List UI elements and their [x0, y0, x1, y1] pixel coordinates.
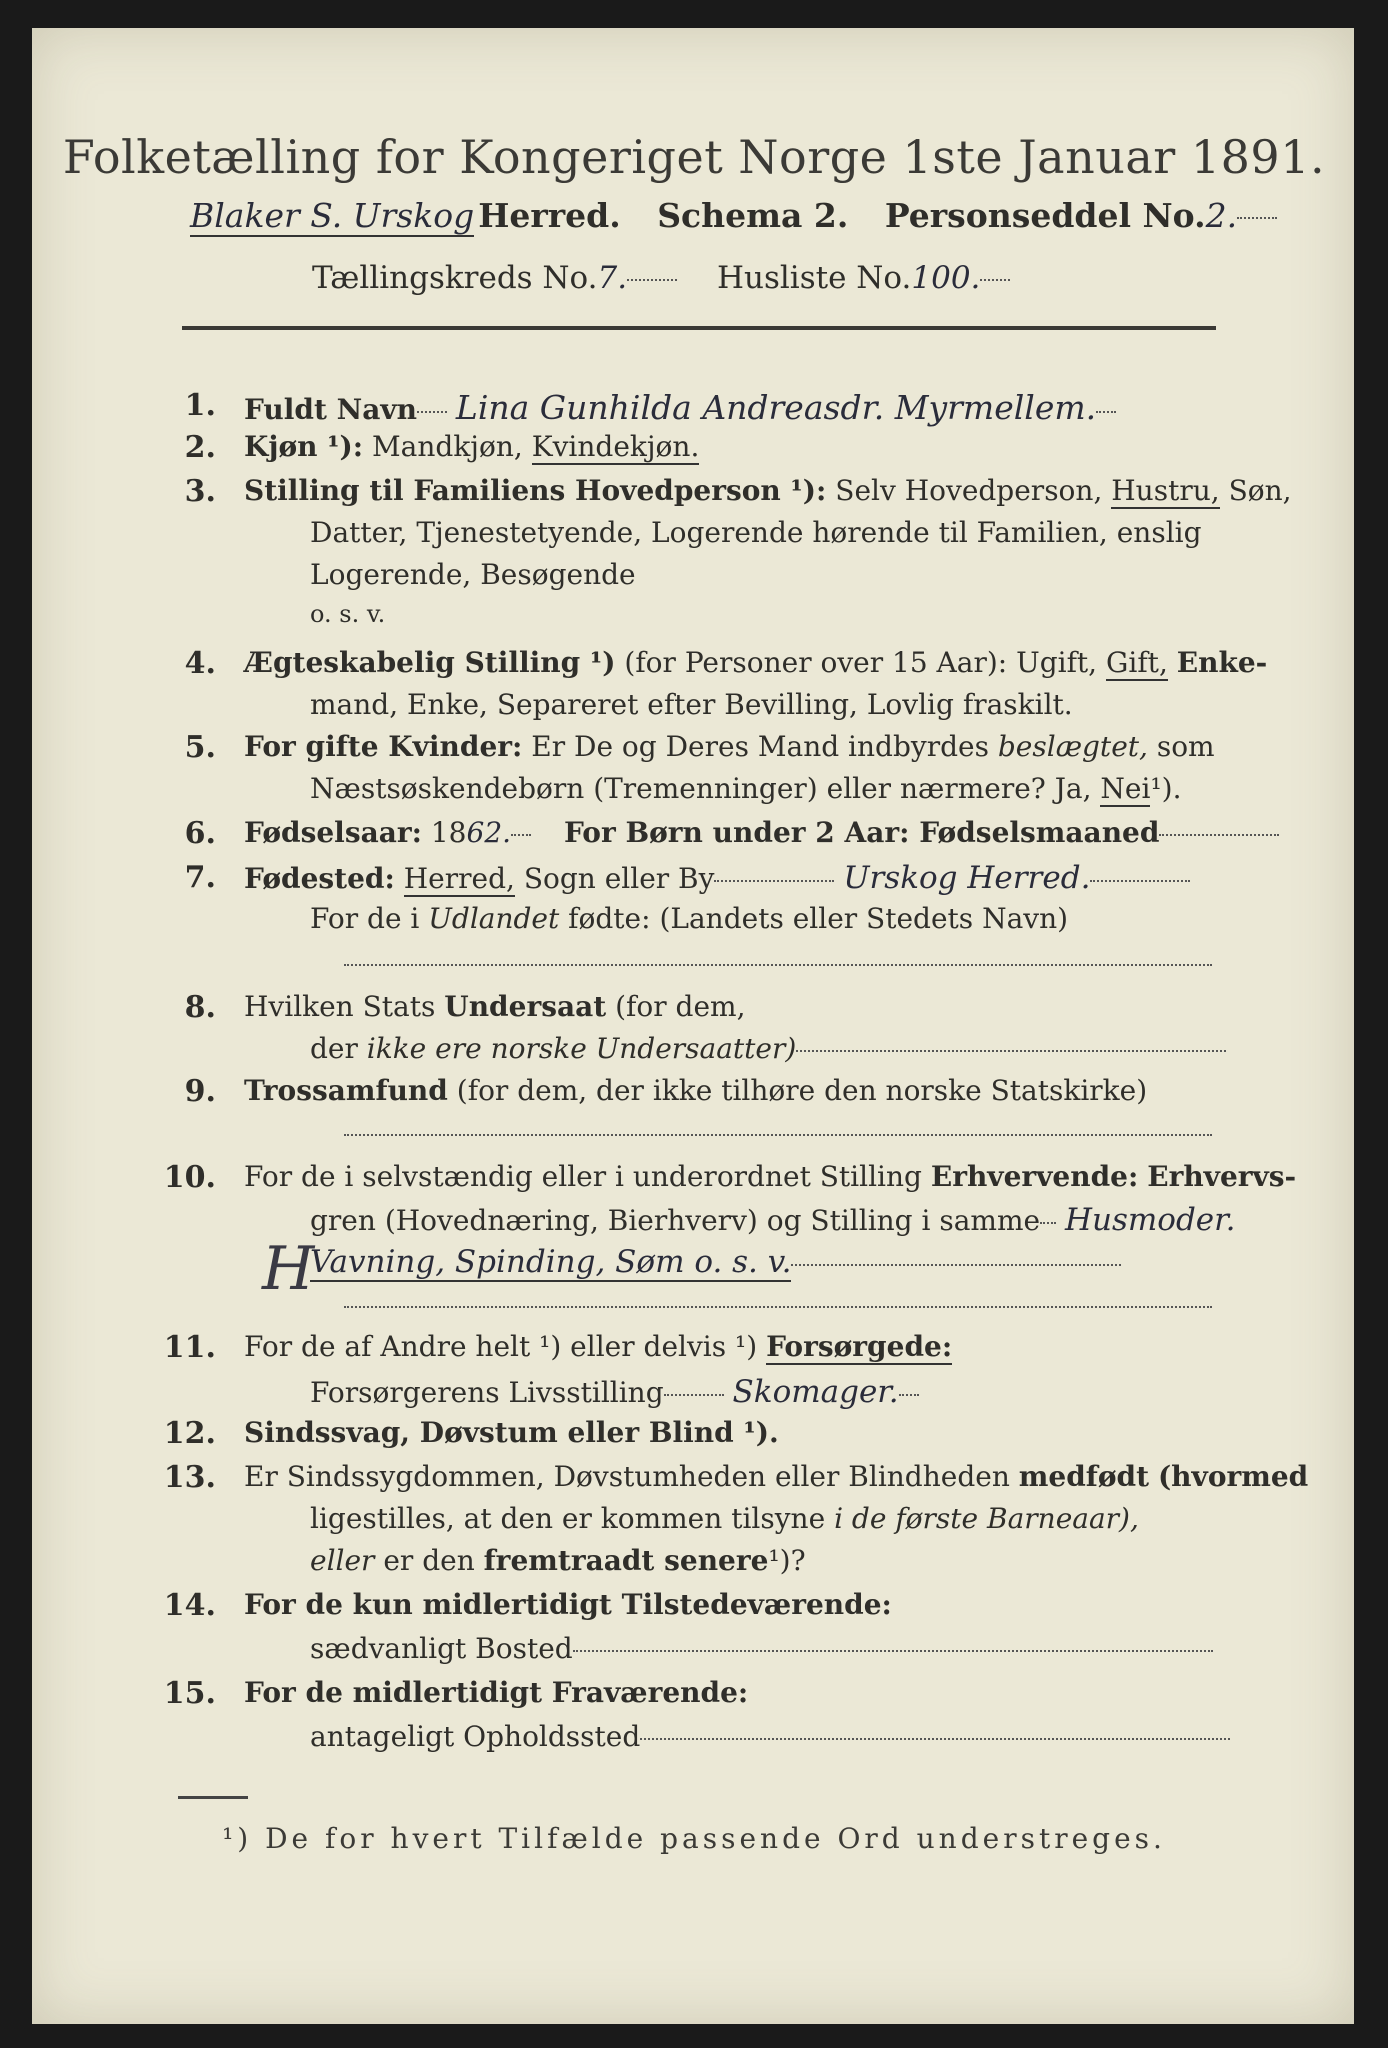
q7-text: Sogn eller By: [523, 862, 715, 895]
q11-line1a: For de af Andre helt ¹) eller delvis ¹): [244, 1330, 758, 1363]
q9-label: Trossamfund: [244, 1074, 448, 1107]
q5-line2: [310, 772, 1182, 805]
q8-line1: [244, 990, 745, 1023]
q15-number: 15.: [163, 1676, 216, 1711]
q3-line3: Logerende, Besøgende: [310, 558, 636, 591]
footnote-rule: [178, 1796, 248, 1799]
q4-selected: Gift,: [1106, 646, 1168, 679]
q3-line2: Datter, Tjenestetyende, Logerende hørende til Familien, enslig: [310, 516, 1202, 549]
q14-line2-text: sædvanligt Bosted: [310, 1632, 573, 1665]
q14-label: For de kun midlertidigt Tilstedeværende:: [244, 1588, 892, 1621]
q13-line3c: fremtraadt senere: [483, 1544, 769, 1577]
q2-label: Kjøn ¹):: [244, 430, 364, 463]
kreds-label: Tællingskreds No.: [312, 260, 598, 296]
husliste-label: Husliste No.: [716, 260, 912, 296]
q7-selected: Herred,: [403, 862, 515, 895]
schema-label: Schema 2.: [657, 196, 849, 235]
q10-number: 10.: [163, 1160, 216, 1195]
personseddel-no: 2.: [1205, 196, 1238, 235]
header-rule: [182, 326, 1216, 330]
herred-name: Blaker S. Urskog: [190, 196, 475, 235]
form-title: Folketælling for Kongeriget Norge 1ste Januar 1891.: [62, 130, 1326, 184]
q12-label: Sindssvag, Døvstum eller Blind ¹).: [244, 1416, 779, 1449]
q15-line2-text: antageligt Opholdssted: [310, 1720, 641, 1753]
q13-line3b: er den: [383, 1544, 475, 1577]
q10-line3: [310, 1244, 1121, 1280]
q4-line2: mand, Enke, Separeret efter Bevilling, Lovlig fraskilt.: [310, 688, 1073, 721]
q7-number: 7.: [184, 860, 216, 895]
q13-line1: [244, 1460, 1308, 1493]
q9-line1: [244, 1074, 1147, 1107]
q10-line1c: Erhvervs-: [1147, 1160, 1297, 1193]
q13-line2b: i de første Barneaar),: [834, 1502, 1139, 1535]
q9-text: (for dem, der ikke tilhøre den norske Statskirke): [456, 1074, 1148, 1107]
q13-line2: [310, 1502, 1139, 1535]
q10-value1: Husmoder.: [1065, 1202, 1236, 1238]
kreds-row: [312, 260, 1010, 296]
q7-line2: [310, 902, 1068, 935]
q7-line2a: For de i: [310, 902, 420, 935]
q4-line1b: Enke-: [1176, 646, 1268, 679]
q8-line2a: der: [310, 1032, 358, 1065]
q5-line1a: Er De og Deres Mand indbyrdes: [531, 730, 989, 763]
q8-line2: [310, 1032, 1226, 1065]
q13-line2a: ligestilles, at den er kommen tilsyne: [310, 1502, 826, 1535]
q13-line1a: Er Sindssygdommen, Døvstumheden eller Blindheden: [244, 1460, 1010, 1493]
footnote: ¹) De for hvert Tilfælde passende Ord understreges.: [222, 1822, 1166, 1855]
q4-label: Ægteskabelig Stilling ¹): [244, 646, 616, 679]
q13-line3a: eller: [310, 1544, 375, 1577]
q9-number: 9.: [184, 1074, 216, 1109]
q10-line1: [244, 1160, 1296, 1193]
q6-text2: For Børn under 2 Aar: Fødselsmaaned: [563, 816, 1160, 849]
q15-label: For de midlertidigt Fraværende:: [244, 1676, 749, 1709]
q4-line1: [244, 646, 1267, 679]
q8-label: Hvilken Stats: [244, 990, 436, 1023]
q10-value2: Vavning, Spinding, Søm o. s. v.: [310, 1244, 792, 1280]
q5-line1b: beslægtet,: [997, 730, 1148, 763]
q11-number: 11.: [163, 1330, 216, 1365]
q6-year-prefix: 18: [430, 816, 467, 849]
q3-label: Stilling til Familiens Hovedperson ¹):: [244, 474, 827, 507]
q11-value: Skomager.: [732, 1374, 899, 1410]
q7-blank-line: [344, 964, 1212, 966]
q10-line2: [310, 1202, 1235, 1238]
q5-label: For gifte Kvinder:: [244, 730, 523, 763]
q11-line2: [310, 1374, 919, 1410]
q1-row: [244, 388, 1116, 427]
q13-line3: [310, 1544, 806, 1577]
q4-number: 4.: [184, 646, 216, 681]
q6-number: 6.: [184, 816, 216, 851]
q3-line1c: Søn,: [1228, 474, 1292, 507]
herred-label: Herred.: [478, 196, 621, 235]
q3-line1: [244, 474, 1292, 507]
q7-line1: [244, 860, 1190, 896]
q13-line1b: medfødt: [1018, 1460, 1150, 1493]
q5-line1c: som: [1156, 730, 1215, 763]
q10-line1b: Erhvervende:: [930, 1160, 1139, 1193]
q12-number: 12.: [163, 1416, 216, 1451]
q2-text: Mandkjøn,: [372, 430, 523, 463]
q13-number: 13.: [163, 1460, 216, 1495]
q6-row: [244, 816, 1279, 849]
q2-selected: Kvindekjøn.: [531, 430, 700, 463]
q3-line1a: Selv Hovedperson,: [835, 474, 1103, 507]
q1-label: Fuldt Navn: [244, 393, 418, 426]
q8-number: 8.: [184, 990, 216, 1025]
q11-line2-text: Forsørgerens Livsstilling: [310, 1376, 664, 1409]
q15-line2: [310, 1720, 1230, 1753]
q4-line1a: (for Personer over 15 Aar): Ugift,: [624, 646, 1098, 679]
q7-line2b: Udlandet: [428, 902, 560, 935]
q7-line2c: fødte: (Landets eller Stedets Navn): [568, 902, 1069, 935]
q7-value: Urskog Herred.: [843, 860, 1091, 896]
q2-row: [244, 430, 699, 463]
kreds-no: 7.: [597, 260, 628, 296]
q11-line1b: Forsørgede:: [766, 1330, 953, 1363]
q14-number: 14.: [163, 1588, 216, 1623]
q5-line2a: Næstsøskendebørn (Tremenninger) eller nærmere? Ja,: [310, 772, 1092, 805]
q10-line1a: For de i selvstændig eller i underordnet Stilling: [244, 1160, 922, 1193]
q10-blank-line: [344, 1306, 1212, 1308]
q8-label-b: Undersaat: [444, 990, 607, 1023]
q14-line2: [310, 1632, 1213, 1665]
q5-line1: [244, 730, 1215, 763]
q6-label: Fødselsaar:: [244, 816, 422, 849]
herred-row: [190, 196, 1277, 235]
q6-year-value: 62.: [466, 816, 512, 849]
q11-line1: [244, 1330, 952, 1363]
q7-label: Fødested:: [244, 862, 395, 895]
margin-mark: H: [262, 1234, 315, 1304]
q3-line4: o. s. v.: [310, 600, 386, 628]
q8-text: (for dem,: [615, 990, 746, 1023]
q3-line1b: Hustru,: [1111, 474, 1220, 507]
q2-number: 2.: [184, 430, 216, 465]
q5-line2b: ¹).: [1150, 772, 1182, 805]
q10-line2-text: gren (Hovednæring, Bierhverv) og Stilling i samme: [310, 1204, 1041, 1237]
q13-line1c: (hvormed: [1157, 1460, 1309, 1493]
q1-number: 1.: [184, 388, 216, 423]
q5-number: 5.: [184, 730, 216, 765]
q5-selected: Nei: [1100, 772, 1151, 805]
q3-number: 3.: [184, 474, 216, 509]
q8-line2b: ikke ere norske Undersaatter): [366, 1032, 797, 1065]
q1-value: Lina Gunhilda Andreasdr. Myrmellem.: [455, 388, 1097, 427]
q13-line3d: ¹)?: [768, 1544, 806, 1577]
husliste-no: 100.: [911, 260, 981, 296]
q9-blank-line: [344, 1134, 1212, 1136]
personseddel-label: Personseddel No.: [884, 196, 1206, 235]
